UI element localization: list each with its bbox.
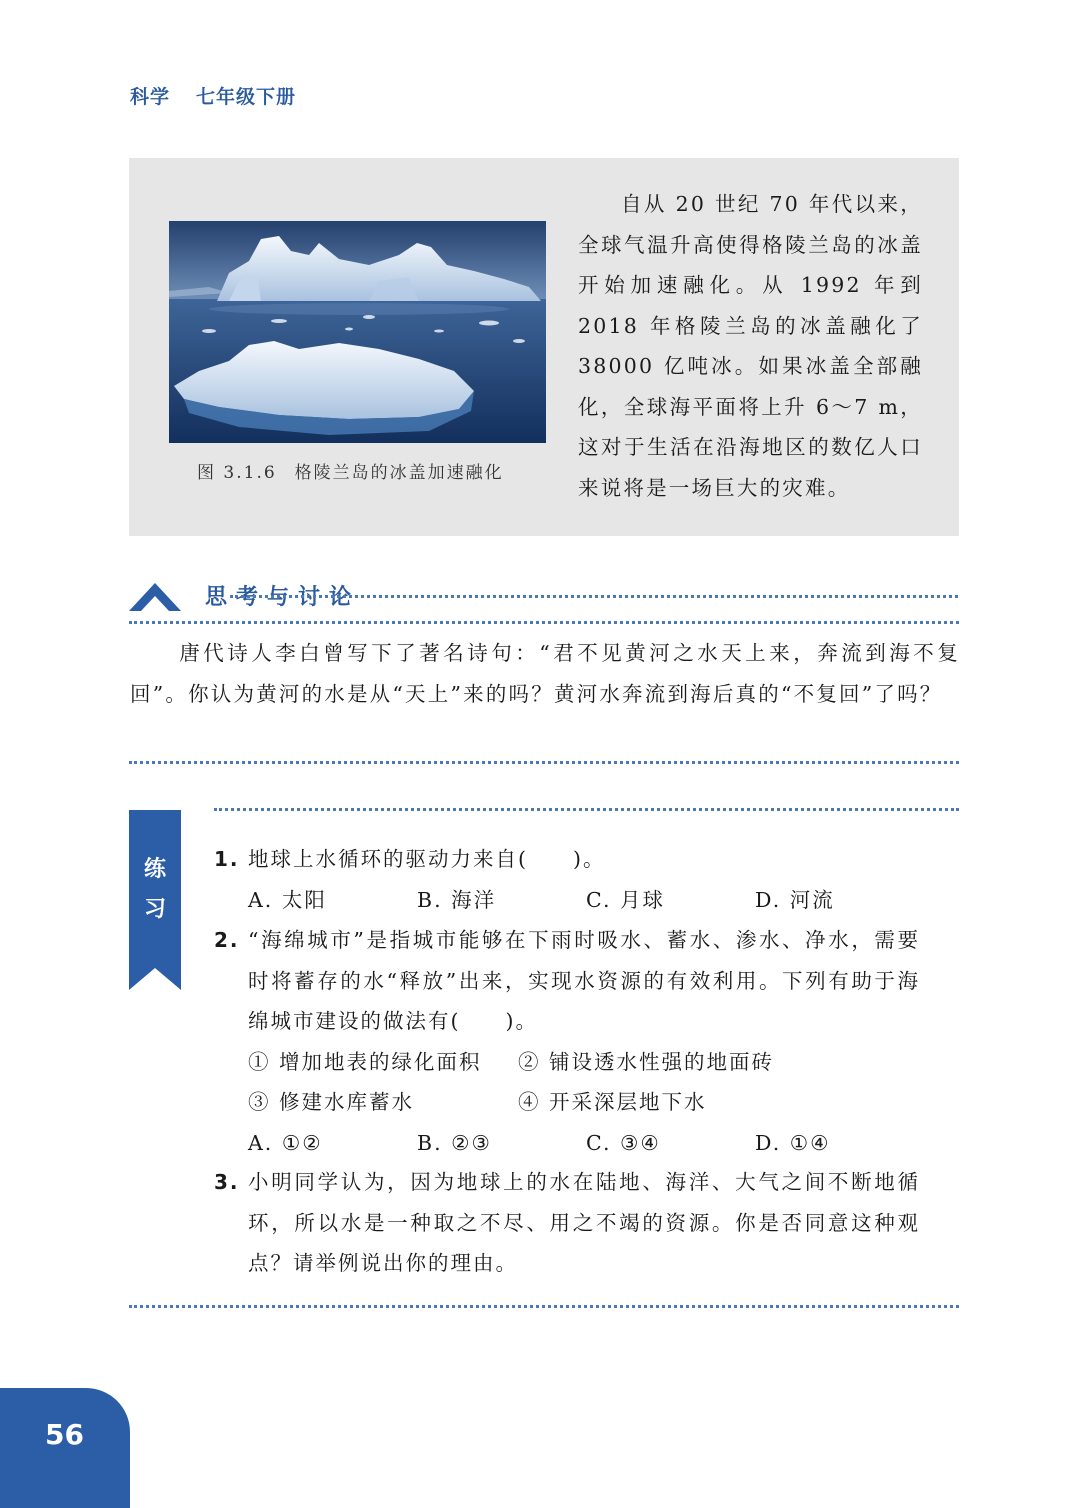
exercise-2 [214,920,934,1163]
option-row [248,1123,934,1164]
melting-paragraph-text: 自从 20 世纪 70 年代以来，全球气温升高使得格陵兰岛的冰盖开始加速融化。从 1992 年到 2018 年格陵兰岛的冰盖融化了 38000 亿吨冰。如果冰盖全部融化，全球海平面将上升 6～7 m，这对于生活在沿海地区的数亿人口来说将是一场巨大的灾难。 [578,192,923,500]
iceberg-illustration [169,221,546,443]
think-title: 思考与讨论 [205,585,361,610]
option: C. 月球 [586,887,665,912]
divider [230,595,958,598]
think-question [130,633,960,714]
running-header [130,82,322,109]
divider [214,808,959,811]
option: C. ③④ [586,1130,661,1155]
option: D. ①④ [755,1130,831,1155]
header-subject: 科学 [130,86,171,108]
figure-number: 图 3.1.6 [197,463,277,483]
practice-label-2: 习 [143,897,166,922]
option: B. ②③ [417,1130,492,1155]
exercise-number: 2. [214,928,240,952]
divider [129,1305,959,1308]
page-number: 56 [45,1418,84,1451]
exercise-number: 3. [214,1170,240,1194]
practice-label [129,850,181,930]
figure-caption-text: 格陵兰岛的冰盖加速融化 [294,463,504,483]
option-row [248,880,934,921]
exercise-1 [214,839,934,920]
option: A. 太阳 [248,887,327,912]
think-discuss-heading [129,578,959,624]
choice-item: ④ 开采深层地下水 [518,1090,707,1114]
exercise-text: 地球上水循环的驱动力来自( )。 [248,847,606,871]
divider [129,621,959,624]
exercise-number: 1. [214,847,240,871]
choice-item: ③ 修建水库蓄水 [248,1090,415,1114]
divider [129,761,959,764]
option: D. 河流 [755,887,835,912]
info-box [129,158,959,536]
choice-item: ① 增加地表的绿化面积 [248,1049,482,1074]
practice-label-1: 练 [143,857,166,882]
iceberg-photo [169,221,546,443]
exercise-text: 小明同学认为，因为地球上的水在陆地、海洋、大气之间不断地循环，所以水是一种取之不尽、用之不竭的资源。你是否同意这种观点？请举例说出你的理由。 [248,1170,920,1275]
option: B. 海洋 [417,887,497,912]
choice-item: ② 铺设透水性强的地面砖 [518,1049,775,1074]
option: A. ①② [248,1130,323,1155]
figure-caption [197,458,504,483]
item-row [248,1042,934,1083]
think-question-text: 唐代诗人李白曾写下了著名诗句：“君不见黄河之水天上来，奔流到海不复回”。你认为黄河的水是从“天上”来的吗？黄河水奔流到海后真的“不复回”了吗？ [130,641,960,706]
exercise-3 [214,1162,934,1284]
item-row [248,1082,934,1123]
section-chevron-icon [129,581,181,611]
exercise-text: “海绵城市”是指城市能够在下雨时吸水、蓄水、渗水、净水，需要时将蓄存的水“释放”出来，实现水资源的有效利用。下列有助于海绵城市建设的做法有( )。 [248,928,920,1033]
melting-paragraph [578,184,923,508]
header-grade: 七年级下册 [196,86,297,108]
